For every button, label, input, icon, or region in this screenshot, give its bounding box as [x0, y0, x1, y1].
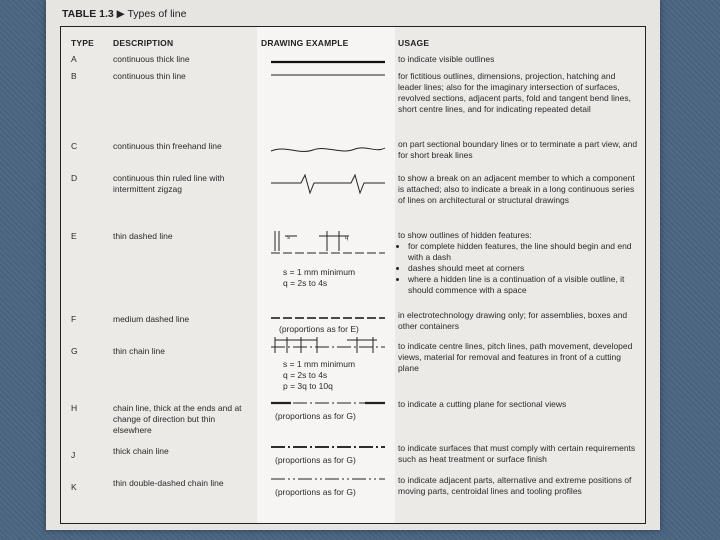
list-item: • where a hidden line is a continuation of a visible outline, it should commence with a space	[408, 274, 638, 296]
row-a-usage: to indicate visible outlines	[398, 54, 495, 64]
row-j-type: J	[71, 450, 76, 460]
row-f-description: medium dashed line	[113, 314, 190, 324]
line-c-freehand	[271, 148, 385, 152]
j-note: (proportions as for G)	[275, 455, 356, 465]
table-caption	[62, 8, 186, 20]
row-d-type: D	[71, 173, 78, 183]
table-title: Types of line	[127, 8, 187, 20]
row-b-type: B	[71, 71, 77, 81]
dim-label-q: q	[345, 235, 349, 241]
row-e-description: thin dashed line	[113, 231, 173, 241]
h-note: (proportions as for G)	[275, 411, 356, 421]
row-f-type: F	[71, 314, 77, 324]
row-c-type: C	[71, 141, 78, 151]
row-b-description: continuous thin line	[113, 71, 186, 81]
row-c-usage: on part sectional boundary lines or to terminate a part view, and for short break lines	[398, 139, 638, 160]
row-a-type: A	[71, 54, 77, 64]
k-note: (proportions as for G)	[275, 487, 356, 497]
row-a-description: continuous thick line	[113, 54, 190, 64]
row-g-type: G	[71, 346, 78, 356]
g-note-s: s = 1 mm minimum	[283, 359, 356, 369]
e-note-q: q = 2s to 4s	[283, 278, 328, 288]
line-g-chain	[271, 337, 385, 353]
header-drawing: DRAWING EXAMPLE	[261, 38, 349, 48]
row-k-type: K	[71, 482, 77, 492]
e-note-s: s = 1 mm minimum	[283, 267, 356, 277]
f-note: (proportions as for E)	[279, 324, 359, 334]
header-usage: USAGE	[398, 38, 430, 48]
line-d-zigzag	[271, 175, 385, 193]
page	[46, 0, 660, 530]
header-type: TYPE	[71, 38, 95, 48]
row-c-description: continuous thin freehand line	[113, 141, 222, 151]
row-g-description: thin chain line	[113, 346, 165, 356]
g-note-q: q = 2s to 4s	[283, 370, 328, 380]
row-e-type: E	[71, 231, 77, 241]
row-d-usage: to show a break on an adjacent member to which a component is attached; also to indicate a break in a long continuous series of lines on architectural or structural drawings	[398, 173, 635, 205]
line-types-table	[60, 26, 646, 524]
row-h-type: H	[71, 403, 78, 413]
row-d-description: continuous thin ruled line with intermittent zigzag	[113, 173, 225, 194]
table-number: TABLE 1.3	[62, 8, 114, 20]
list-item: • for complete hidden features, the line should begin and end with a dash	[408, 241, 638, 263]
row-k-usage: to indicate adjacent parts, alternative and extreme positions of moving parts, centroidal lines and tooling profiles	[398, 475, 632, 496]
dim-label-s: s	[287, 235, 290, 241]
row-j-description: thick chain line	[113, 446, 169, 456]
row-h-description: chain line, thick at the ends and at change of direction but thin elsewhere	[113, 403, 242, 435]
row-b-usage: for fictitious outlines, dimensions, projection, hatching and leader lines; also for the imaginary intersection of surfaces, revolved sections, adjacent parts, fold and tangent bend lines, short centre lines, and for indicating repeated detail	[398, 71, 631, 114]
g-note-p: p = 3q to 10q	[283, 381, 333, 391]
row-f-usage: in electrotechnology drawing only; for assemblies, boxes and other containers	[398, 310, 628, 331]
row-h-usage: to indicate a cutting plane for sectional views	[398, 399, 567, 409]
row-g-usage: to indicate centre lines, pitch lines, path movement, developed views, material for removal and features in front of a cutting plane	[398, 341, 633, 373]
list-item: • dashes should meet at corners	[408, 263, 638, 274]
row-k-description: thin double-dashed chain line	[113, 478, 224, 488]
row-e-usage-intro: to show outlines of hidden features:	[398, 230, 532, 240]
caption-arrow-icon: ▶	[116, 8, 125, 20]
row-j-usage: to indicate surfaces that must comply with certain requirements such as heat treatment or surface finish	[398, 443, 636, 464]
header-description: DESCRIPTION	[113, 38, 174, 48]
